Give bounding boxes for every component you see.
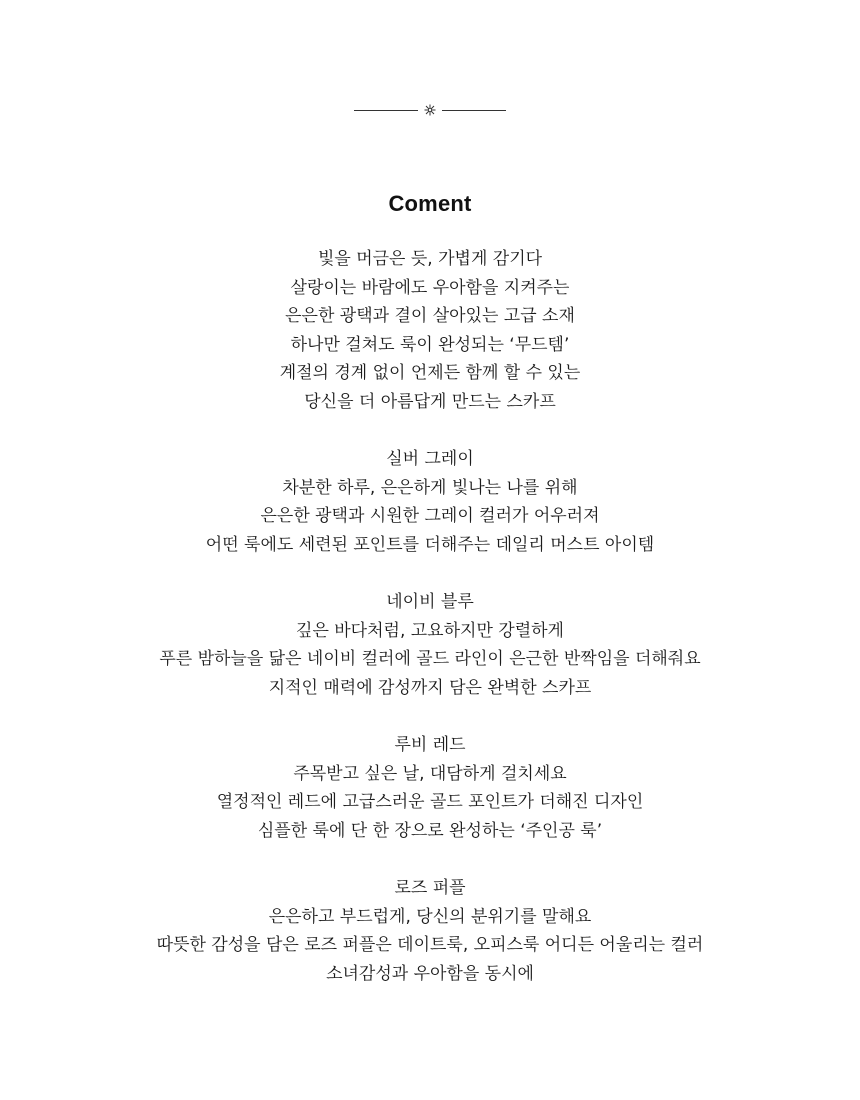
divider-ornament [0, 104, 860, 116]
asterisk-star-icon [424, 104, 436, 116]
text-line: 차분한 하루, 은은하게 빛나는 나를 위해 [282, 477, 578, 498]
text-line: 지적인 매력에 감성까지 담은 완벽한 스카프 [268, 677, 592, 698]
rose-purple-paragraph [0, 874, 860, 988]
text-line: 은은하고 부드럽게, 당신의 분위기를 말해요 [268, 906, 592, 927]
text-line: 빛을 머금은 듯, 가볍게 감기다 [317, 249, 543, 269]
divider-line-right [442, 110, 506, 111]
text-line: 푸른 밤하늘을 닮은 네이비 컬러에 골드 라인이 은근한 반짝임을 더해줘요 [159, 649, 701, 670]
text-line: 하나만 걸쳐도 룩이 완성되는 ‘무드템’ [290, 334, 570, 355]
text-line: 살랑이는 바람에도 우아함을 지켜주는 [290, 277, 570, 298]
silver-gray-paragraph [0, 445, 860, 559]
text-line: 열정적인 레드에 고급스러운 골드 포인트가 더해진 디자인 [216, 792, 644, 813]
text-line: 은은한 광택과 결이 살아있는 고급 소재 [285, 306, 575, 327]
text-line: 어떤 룩에도 세련된 포인트를 더해주는 데일리 머스트 아이템 [205, 534, 655, 555]
navy-blue-paragraph [0, 588, 860, 702]
divider-line-left [354, 110, 418, 111]
text-line: 깊은 바다처럼, 고요하지만 강렬하게 [296, 620, 564, 641]
text-line: 당신을 더 아름답게 만드는 스카프 [304, 391, 556, 412]
intro-paragraph [0, 245, 860, 417]
ruby-red-paragraph [0, 731, 860, 845]
text-line: 심플한 룩에 단 한 장으로 완성하는 ‘주인공 룩’ [257, 820, 603, 841]
color-name: 루비 레드 [394, 735, 466, 756]
text-line: 은은한 광택과 시원한 그레이 컬러가 어우러져 [260, 506, 600, 527]
text-line: 소녀감성과 우아함을 동시에 [326, 963, 534, 984]
color-name: 실버 그레이 [386, 449, 474, 470]
description-body [0, 245, 860, 988]
text-line: 따뜻한 감성을 담은 로즈 퍼플은 데이트룩, 오피스룩 어디든 어울리는 컬러 [156, 935, 704, 956]
page-title: Coment [388, 190, 472, 216]
color-name: 로즈 퍼플 [394, 878, 466, 899]
text-line: 계절의 경계 없이 언제든 함께 할 수 있는 [279, 363, 581, 384]
color-name: 네이비 블루 [386, 592, 474, 613]
text-line: 주목받고 싶은 날, 대담하게 걸치세요 [293, 763, 567, 784]
